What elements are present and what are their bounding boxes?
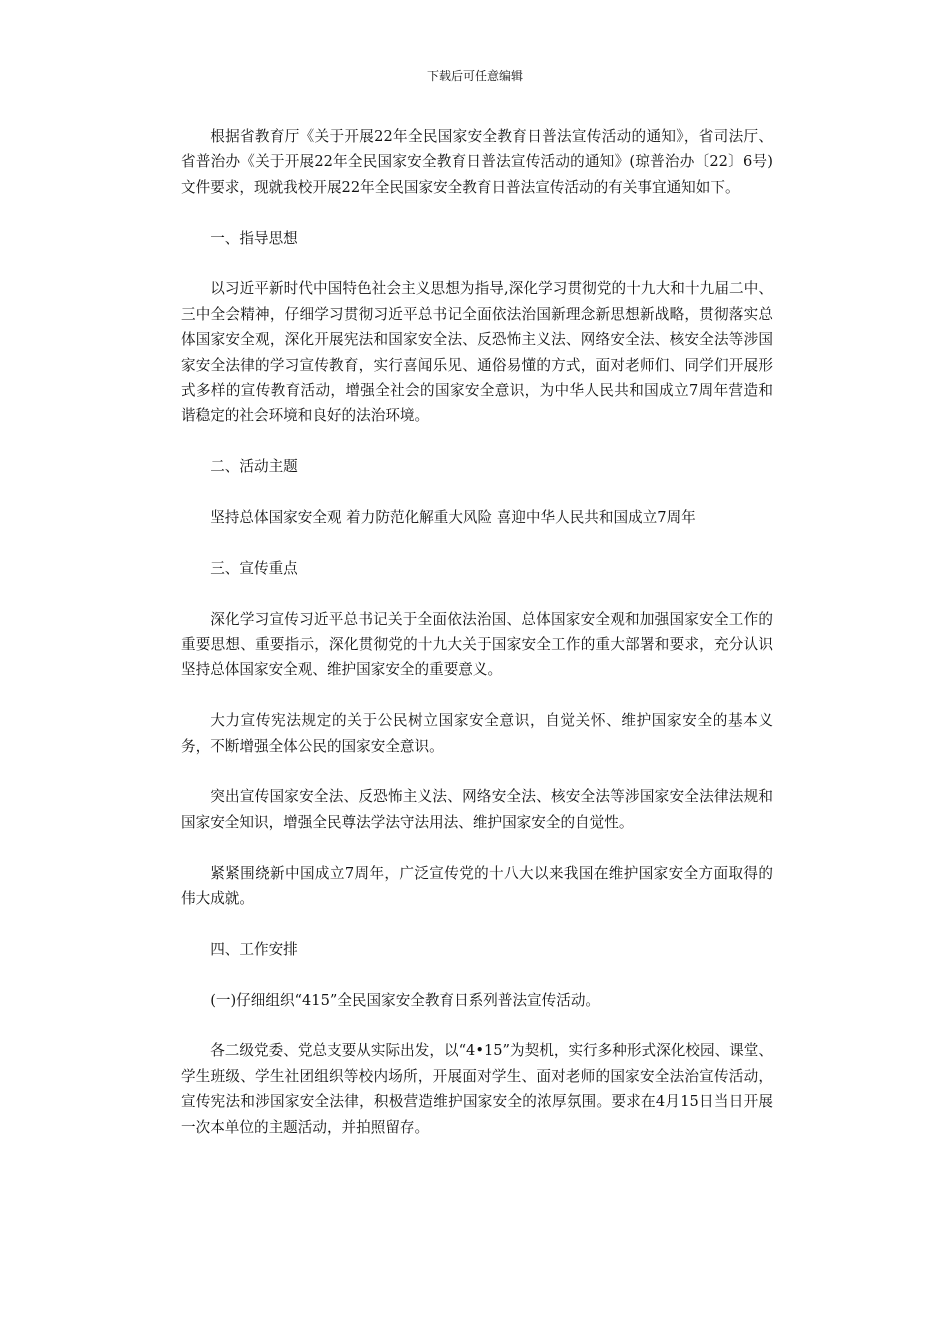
publicity-focus-paragraph-3: 突出宣传国家安全法、反恐怖主义法、网络安全法、核安全法等涉国家安全法律法规和国家安全知识，增强全民尊法学法守法用法、维护国家安全的自觉性。 — [181, 788, 773, 831]
section-heading-guiding-ideology: 一、指导思想 — [210, 229, 298, 247]
publicity-focus-paragraph-1: 深化学习宣传习近平总书记关于全面依法治国、总体国家安全观和加强国家安全工作的重要思想、重要指示，深化贯彻党的十九大关于国家安全工作的重大部署和要求，充分认识坚持总体国家安全观、维护国家安全的重要意义。 — [181, 610, 773, 679]
intro-paragraph: 根据省教育厅《关于开展22年全民国家安全教育日普法宣传活动的通知》，省司法厅、省普治办《关于开展22年全民国家安全教育日普法宣传活动的通知》(琼普治办〔22〕6号)文件要求，现就我校开展22年全民国家安全教育日普法宣传活动的有关事宜通知如下。 — [181, 128, 773, 196]
section-heading-publicity-focus: 三、宣传重点 — [210, 559, 298, 577]
guiding-ideology-paragraph: 以习近平新时代中国特色社会主义思想为指导,深化学习贯彻党的十九大和十九届二中、三中全会精神，仔细学习贯彻习近平总书记全面依法治国新理念新思想新战略，贯彻落实总体国家安全观，深化开展宪法和国家安全法、反恐怖主义法、网络安全法、核安全法等涉国家安全法律的学习宣传教育，实行喜闻乐见、通俗易懂的方式，面对老师们、同学们开展形式多样的宣传教育活动，增强全社会的国家安全意识，为中华人民共和国成立7周年营造和谐稳定的社会环境和良好的法治环境。 — [181, 280, 773, 425]
work-arrangement-paragraph-1: 各二级党委、党总支要从实际出发，以“4•15”为契机，实行多种形式深化校园、课堂、学生班级、学生社团组织等校内场所，开展面对学生、面对老师的国家安全法治宣传活动，宣传宪法和涉国家安全法律，积极营造维护国家安全的浓厚氛围。要求在4月15日当日开展一次本单位的主题活动，并拍照留存。 — [181, 1042, 773, 1136]
section-heading-work-arrangement: 四、工作安排 — [210, 940, 298, 958]
activity-theme-paragraph: 坚持总体国家安全观 着力防范化解重大风险 喜迎中华人民共和国成立7周年 — [210, 509, 696, 527]
publicity-focus-paragraph-4: 紧紧围绕新中国成立7周年，广泛宣传党的十八大以来我国在维护国家安全方面取得的伟大成就。 — [181, 864, 773, 908]
publicity-focus-paragraph-2: 大力宣传宪法规定的关于公民树立国家安全意识，自觉关怀、维护国家安全的基本义务，不断增强全体公民的国家安全意识。 — [181, 712, 773, 755]
page-header-note: 下载后可任意编辑 — [426, 69, 523, 83]
section-heading-activity-theme: 二、活动主题 — [210, 458, 298, 476]
work-arrangement-subheading-1: (一)仔细组织“415”全民国家安全教育日系列普法宣传活动。 — [210, 991, 601, 1009]
document-body — [181, 124, 773, 1165]
